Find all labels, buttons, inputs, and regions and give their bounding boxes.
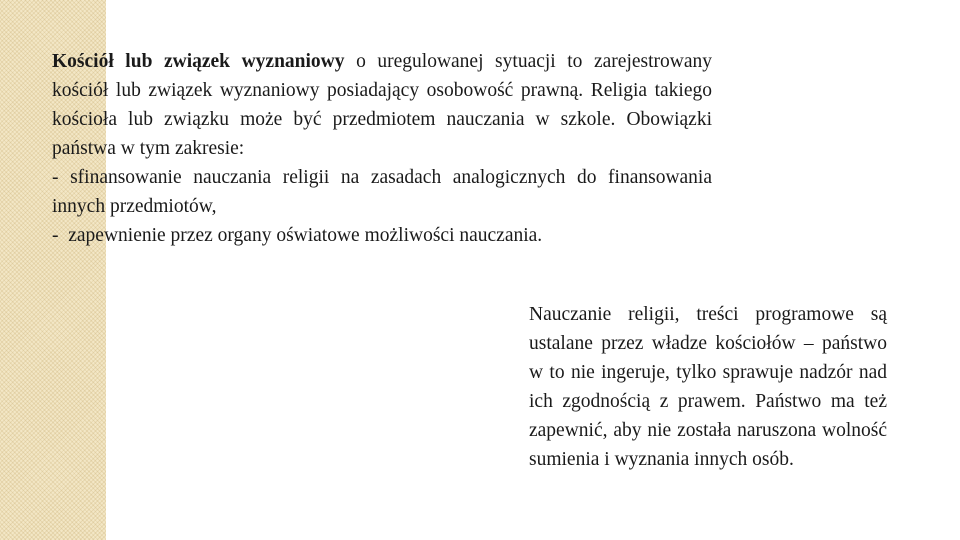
definition-paragraph: [52, 47, 712, 163]
definition-body: o uregulowanej sytuacji to zarejestrowany kościół lub związek wyznaniowy posiadający osobowość prawną. Religia takiego kościoła lub związku może być przedmiotem nauczania w szkole. Obowiązki państwa w tym zakresie:: [52, 51, 713, 159]
definition-text-block: [52, 47, 712, 250]
bullet-item: - sfinansowanie nauczania religii na zasadach analogicznych do finansowania innych przedmiotów,: [52, 167, 712, 217]
definition-term: Kościół lub związek wyznaniowy: [52, 51, 345, 72]
note-text-block: [529, 300, 887, 474]
note-paragraph: Nauczanie religii, treści programowe są ustalane przez władze kościołów – państwo w to nie ingeruje, tylko sprawuje nadzór nad ich zgodnością z prawem. Państwo ma też zapewnić, aby nie została naruszona wolność sumienia i wyznania innych osób.: [529, 304, 887, 470]
bullet-item: - zapewnienie przez organy oświatowe możliwości nauczania.: [52, 225, 543, 246]
